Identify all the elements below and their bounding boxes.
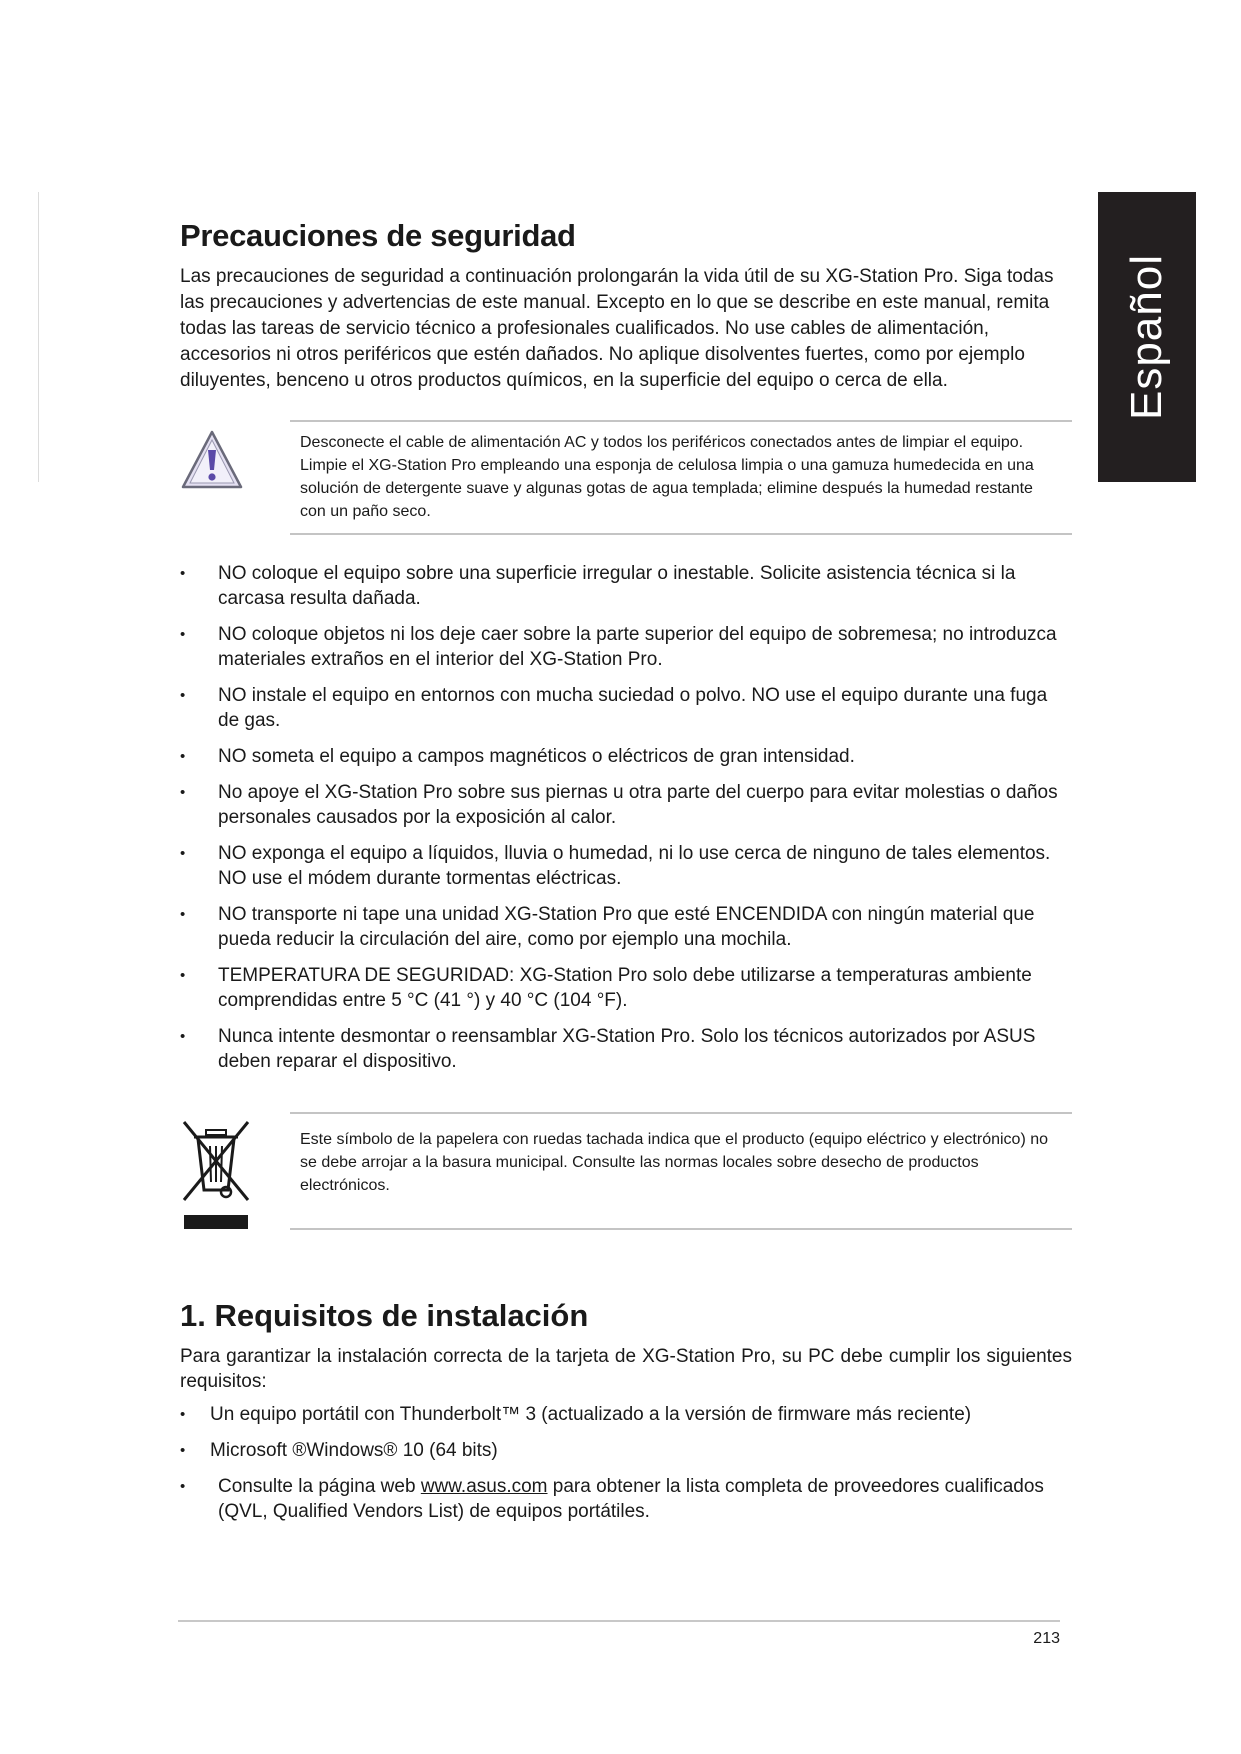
list-item: • Un equipo portátil con Thunderbolt™ 3 (actualizado a la versión de firmware más reciente)	[180, 1402, 1072, 1427]
safety-list	[180, 561, 1072, 1074]
weee-text: Este símbolo de la papelera con ruedas tachada indica que el producto (equipo eléctrico y electrónico) no se debe arrojar a la basura municipal. Consulte las normas locales sobre desecho de productos electrónicos.	[290, 1112, 1072, 1230]
safety-intro: Las precauciones de seguridad a continuación prolongarán la vida útil de su XG-Station Pro. Siga todas las precauciones y advertencias de este manual. Excepto en lo que se describe en este manual, remita todas las tareas de servicio técnico a profesionales cualificados. No use cables de alimentación, accesorios ni otros periféricos que estén dañados. No aplique disolventes fuertes, como por ejemplo diluyentes, benceno u otros productos químicos, en la superficie del equipo o cerca de ella.	[180, 266, 1054, 391]
warning-triangle-icon	[180, 420, 290, 535]
page-content	[180, 218, 1072, 1535]
install-number: 1.	[180, 1298, 206, 1333]
list-item: • No apoye el XG-Station Pro sobre sus piernas u otra parte del cuerpo para evitar molestias o daños personales causados por la exposición al calor.	[180, 780, 1072, 830]
list-item: • Nunca intente desmontar o reensamblar XG-Station Pro. Solo los técnicos autorizados por ASUS deben reparar el dispositivo.	[180, 1024, 1072, 1074]
requirements-list	[180, 1402, 1072, 1524]
install-intro: Para garantizar la instalación correcta de la tarjeta de XG-Station Pro, su PC debe cumplir los siguientes requisitos:	[180, 1346, 1072, 1392]
language-tab-label: Español	[1122, 253, 1172, 421]
list-item: • NO exponga el equipo a líquidos, lluvia o humedad, ni lo use cerca de ninguno de tales elementos. NO use el módem durante tormentas eléctricas.	[180, 841, 1072, 891]
warning-line-2: Limpie el XG-Station Pro empleando una esponja de celulosa limpia o una gamuza humedecida en una solución de detergente suave y algunas gotas de agua templada; elimine después la humedad restante con un paño seco.	[300, 457, 1034, 520]
list-item: • NO instale el equipo en entornos con mucha suciedad o polvo. NO use el equipo durante una fuga de gas.	[180, 683, 1072, 733]
page-number: 213	[1033, 1630, 1060, 1647]
margin-rule	[38, 192, 39, 482]
weee-notice	[180, 1112, 1072, 1230]
list-item: • TEMPERATURA DE SEGURIDAD: XG-Station Pro solo debe utilizarse a temperaturas ambiente comprendidas entre 5 °C (41 °) y 40 °C (104 °F).	[180, 963, 1072, 1013]
crossed-out-bin-icon	[180, 1112, 290, 1230]
language-tab	[1098, 192, 1196, 482]
list-item: • NO coloque objetos ni los deje caer sobre la parte superior del equipo de sobremesa; no introduzca materiales extraños en el interior del XG-Station Pro.	[180, 622, 1072, 672]
safety-title: Precauciones de seguridad	[180, 218, 576, 253]
warning-text	[290, 420, 1072, 535]
req3-text-after: para obtener la lista completa de proveedores cualificados (QVL, Qualified Vendors List) de equipos portátiles.	[218, 1476, 1044, 1522]
warning-notice	[180, 420, 1072, 535]
list-item: • Microsoft ®Windows® 10 (64 bits)	[180, 1438, 1072, 1463]
list-item	[180, 1474, 1072, 1524]
asus-website-link[interactable]: www.asus.com	[420, 1476, 548, 1497]
list-item: • NO someta el equipo a campos magnéticos o eléctricos de gran intensidad.	[180, 744, 1072, 769]
list-item: • NO transporte ni tape una unidad XG-Station Pro que esté ENCENDIDA con ningún material que pueda reducir la circulación del aire, como por ejemplo una mochila.	[180, 902, 1072, 952]
warning-line-1: Desconecte el cable de alimentación AC y todos los periféricos conectados antes de limpiar el equipo.	[300, 434, 1024, 451]
install-title	[180, 1298, 1072, 1334]
install-title-text: Requisitos de instalación	[214, 1298, 589, 1333]
req3-text-before: Consulte la página web	[218, 1476, 421, 1497]
list-item: • NO coloque el equipo sobre una superficie irregular o inestable. Solicite asistencia técnica si la carcasa resulta dañada.	[180, 561, 1072, 611]
footer-rule	[178, 1620, 1060, 1622]
